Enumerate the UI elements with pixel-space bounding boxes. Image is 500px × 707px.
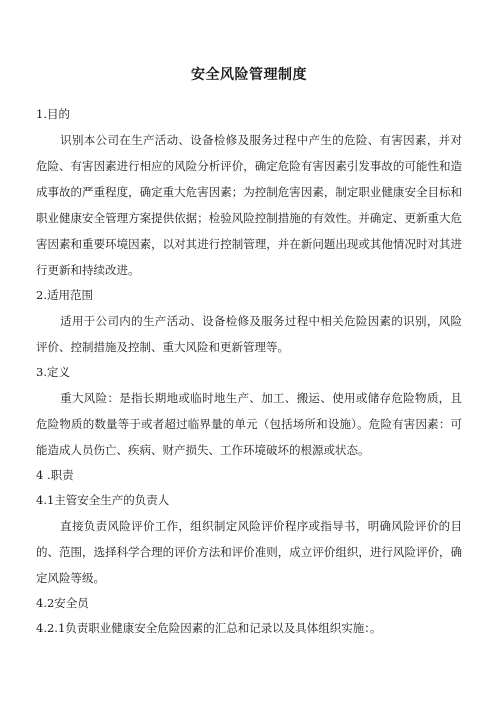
section-heading: 2.适用范围 bbox=[36, 288, 93, 302]
section-heading: 4.2安全员 bbox=[36, 596, 89, 610]
section-heading: 4.2.1负责职业健康安全危险因素的汇总和记录以及具体组织实施：。 bbox=[36, 621, 382, 635]
section-safety-officer-duty-1 bbox=[36, 616, 462, 641]
section-paragraph: 直接负责风险评价工作，组织制定风险评价程序或指导书，明确风险评价的目的、范围，选择科学合理的评价方法和评价准则，成立评价组织，进行风险评价，确定风险等级。 bbox=[36, 519, 462, 585]
section-heading: 1.目的 bbox=[36, 107, 70, 121]
section-heading: 4.1主管安全生产的负责人 bbox=[36, 493, 170, 507]
section-safety-leader bbox=[36, 488, 462, 591]
section-purpose bbox=[36, 102, 462, 283]
section-responsibilities bbox=[36, 463, 462, 488]
section-heading: 4 .职责 bbox=[36, 468, 74, 482]
section-scope bbox=[36, 283, 462, 360]
section-safety-officer bbox=[36, 591, 462, 616]
document-title: 安全风险管理制度 bbox=[191, 67, 307, 83]
section-paragraph: 识别本公司在生产活动、设备检修及服务过程中产生的危险、有害因素，并对危险、有害因素进行相应的风险分析评价，确定危险有害因素引发事故的可能性和造成事故的严重程度，确定重大危害因素；为控制危害因素，制定职业健康安全目标和职业健康安全管理方案提供依据；检验风险控制措施的有效性。并确定、更新重大危害因素和重要环境因素，以对其进行控制管理，并在新问题出现或其他情况时对其进行更新和持续改进。 bbox=[36, 133, 462, 277]
section-paragraph: 适用于公司内的生产活动、设备检修及服务过程中相关危险因素的识别，风险评价、控制措施及控制、重大风险和更新管理等。 bbox=[36, 314, 462, 354]
section-paragraph: 重大风险：是指长期地或临时地生产、加工、搬运、使用或储存危险物质，且危险物质的数量等于或者超过临界量的单元（包括场所和设施）。危险有害因素：可能造成人员伤亡、疾病、财产损失、工作环境破坏的根源或状态。 bbox=[36, 391, 462, 457]
section-heading: 3.定义 bbox=[36, 365, 70, 379]
section-definitions bbox=[36, 360, 462, 463]
